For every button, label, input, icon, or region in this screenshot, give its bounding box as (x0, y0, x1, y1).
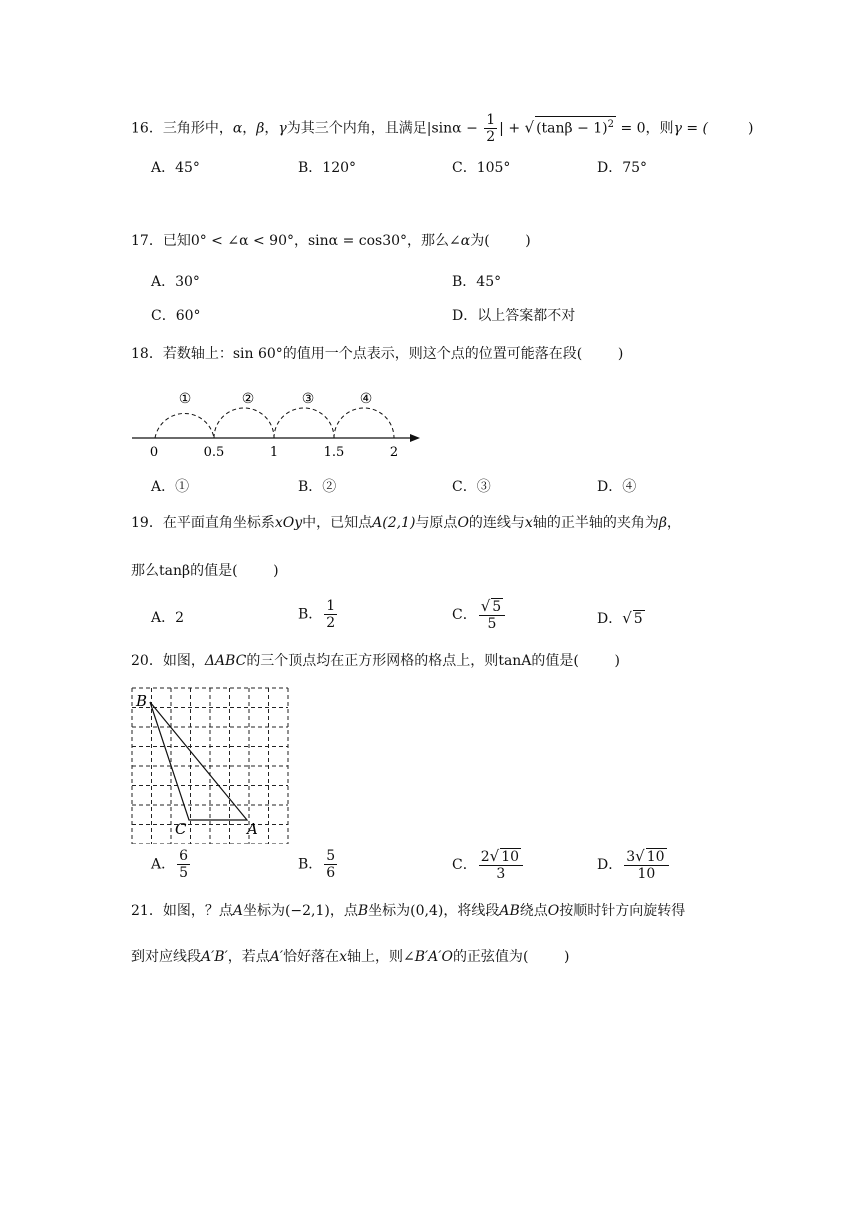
question-17-stem: 17．已知0° < ∠α < 90°，sinα = cos30°，那么∠α为( ) (131, 233, 531, 249)
q20-option-a[interactable]: A． $\frac{6}{5}$ (151, 848, 189, 881)
segment-label-2: ② (241, 391, 255, 407)
sqrt-icon: √ (480, 597, 491, 615)
q16-option-a[interactable]: A．45° (151, 160, 200, 176)
q18-option-d[interactable]: D．④ (597, 479, 637, 495)
q19-option-b[interactable]: B． $\frac{1}{2}$ (298, 598, 336, 631)
arc-segment-4 (334, 408, 394, 438)
q20-option-d[interactable]: D． $\frac{3√ 10}{10}$ (597, 848, 671, 882)
q20-option-b[interactable]: B． $\frac{5}{6}$ (298, 848, 336, 881)
question-16-stem: 16．三角形中，α，β，γ为其三个内角，且满足|sinα − $\frac{1}{2}$ | + √ $(\tan\beta - 1)^2 = 0$，则γ = ( ) (131, 112, 754, 145)
segment-label-4: ④ (359, 391, 373, 407)
q20-option-c[interactable]: C． $\frac{2√ 10}{3}$ (452, 848, 525, 882)
q16-option-d[interactable]: D．75° (597, 160, 648, 176)
segment-label-3: ③ (301, 391, 315, 407)
triangle-abc (150, 702, 247, 820)
q17-option-b[interactable]: B．45° (452, 274, 502, 290)
tick-label-2: 2 (389, 445, 399, 460)
grid-triangle-figure (128, 684, 292, 844)
sqrt-body: $(\tan\beta - 1)^2$ (535, 116, 616, 137)
q16-option-b[interactable]: B．120° (298, 160, 357, 176)
question-21-stem-line2: 到对应线段A′B′，若点A′恰好落在x轴上，则∠B′A′O的正弦值为( ) (131, 949, 570, 965)
arc-segment-1 (155, 413, 214, 438)
question-18-stem: 18．若数轴上：sin 60°的值用一个点表示，则这个点的位置可能落在段( ) (131, 346, 624, 362)
tick-label-1-5: 1.5 (323, 445, 345, 460)
vertex-label-c: C (175, 820, 187, 838)
q19-option-d[interactable]: D．√ 5 (597, 609, 643, 627)
q19-option-c[interactable]: C． $\frac{√ 5}{5}$ (452, 598, 507, 632)
arc-segment-2 (214, 408, 274, 438)
segment-label-1: ① (178, 391, 192, 407)
question-19-stem-line1: 19．在平面直角坐标系xOy中，已知点A(2,1)与原点O的连线与x轴的正半轴的夹角为β， (131, 515, 681, 531)
tick-label-0-5: 0.5 (203, 445, 225, 460)
sqrt-icon: √ (622, 609, 632, 627)
q17-option-a[interactable]: A．30° (151, 274, 200, 290)
q17-option-d[interactable]: D．以上答案都不对 (452, 308, 576, 324)
vertex-label-a: A (247, 820, 258, 838)
q18-option-c[interactable]: C．③ (452, 479, 491, 495)
q17-option-c[interactable]: C．60° (151, 308, 201, 324)
sqrt-icon: √ (524, 118, 535, 137)
question-20-stem: 20．如图，ΔABC的三个顶点均在正方形网格的格点上，则tanA的值是( ) (131, 653, 620, 669)
number-line-figure (128, 384, 428, 464)
sqrt-icon: √ (635, 847, 645, 865)
arrow-right-icon (410, 434, 420, 442)
vertex-label-b: B (136, 692, 148, 710)
sqrt-icon: √ (489, 847, 500, 865)
question-19-stem-line2: 那么tanβ的值是( ) (131, 563, 279, 579)
arc-segment-3 (274, 408, 334, 438)
q16-option-c[interactable]: C．105° (452, 160, 511, 176)
question-21-stem-line1: 21．如图，？点A坐标为(−2,1)，点B坐标为(0,4)，将线段AB绕点O按顺时针方向旋转得 (131, 903, 686, 919)
q18-option-a[interactable]: A．① (151, 479, 190, 495)
tick-label-0: 0 (149, 445, 159, 460)
fraction-one-half: $\frac{1}{2}$ (486, 112, 496, 145)
q19-option-a[interactable]: A．2 (151, 610, 185, 626)
tick-label-1: 1 (269, 445, 279, 460)
q18-option-b[interactable]: B．② (298, 479, 337, 495)
